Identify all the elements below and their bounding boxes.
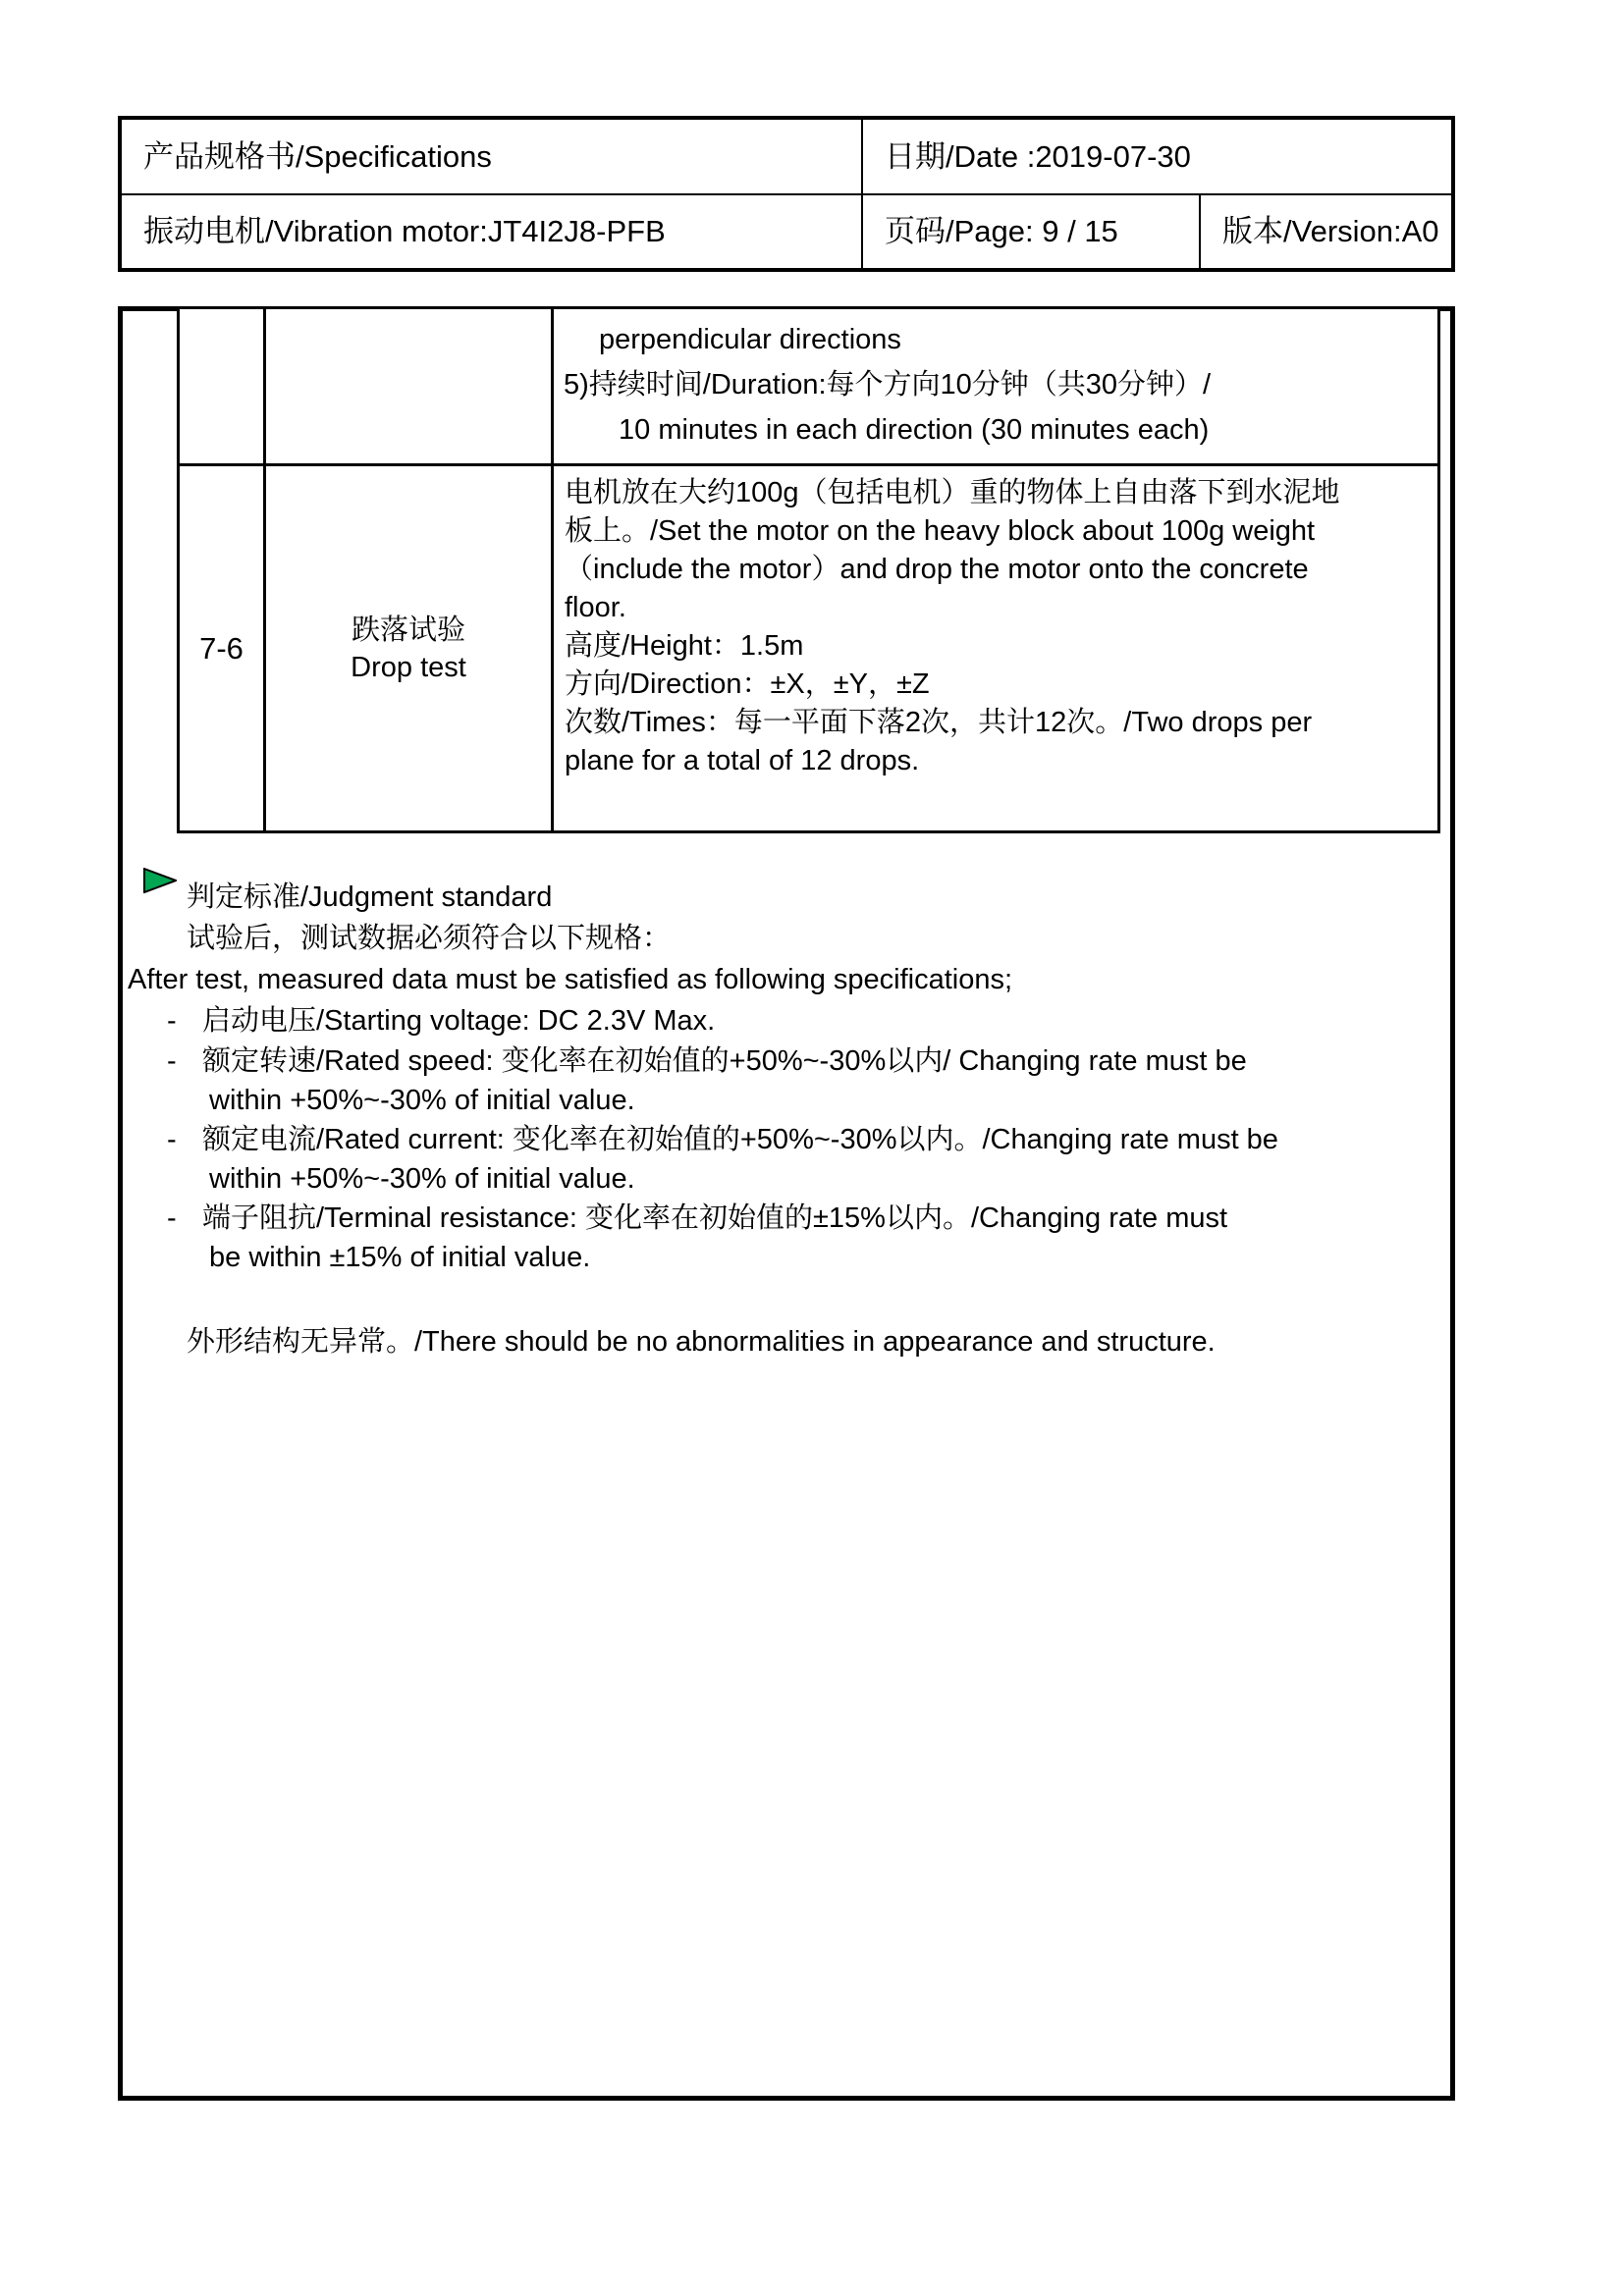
continuation-line: perpendicular directions	[599, 324, 901, 355]
desc-line: 电机放在大约100g（包括电机）重的物体上自由落下到水泥地	[565, 477, 1340, 508]
test-name-en: Drop test	[351, 651, 466, 683]
test-table	[177, 306, 1440, 833]
bullet-rated-speed: 额定转速/Rated speed: 变化率在初始值的+50%~-30%以内/ Changing rate must be	[202, 1045, 1247, 1077]
test-name-cn: 跌落试验	[351, 614, 465, 646]
continuation-line: 10 minutes in each direction (30 minutes each)	[619, 414, 1210, 446]
desc-line: floor.	[565, 592, 626, 623]
motor-model-cell: 振动电机/Vibration motor:JT4I2J8-PFB	[143, 214, 666, 248]
desc-line: 高度/Height：1.5m	[565, 630, 804, 662]
continuation-line: 5)持续时间/Duration:每个方向10分钟（共30分钟）/	[564, 369, 1212, 400]
version-cell: 版本/Version:A0	[1222, 214, 1439, 248]
bullet-dash: -	[167, 1005, 177, 1037]
desc-line: plane for a total of 12 drops.	[565, 745, 920, 776]
bullet-dash: -	[167, 1202, 177, 1234]
bullet-rated-speed-cont: within +50%~-30% of initial value.	[209, 1085, 635, 1116]
vibration-test-continuation-cell	[554, 317, 1435, 453]
header-col-divider-row2b	[1199, 195, 1201, 268]
desc-line: 次数/Times：每一平面下落2次，共计12次。/Two drops per	[565, 707, 1313, 738]
green-arrow-marker-icon	[143, 868, 177, 893]
date-cell: 日期/Date :2019-07-30	[885, 139, 1191, 174]
page-number-cell: 页码/Page: 9 / 15	[885, 214, 1118, 248]
desc-line: （include the motor）and drop the motor onto the concrete	[565, 554, 1309, 585]
judgment-intro-cn: 试验后，测试数据必须符合以下规格：	[187, 923, 672, 954]
bullet-terminal-resistance: 端子阻抗/Terminal resistance: 变化率在初始值的±15%以内。/Changing rate must	[202, 1202, 1228, 1234]
judgment-intro-en: After test, measured data must be satisfied as following specifications;	[128, 964, 1013, 995]
test-item-number-cell: 7-6	[199, 630, 243, 666]
judgment-standard-title: 判定标准/Judgment standard	[187, 881, 553, 913]
desc-line: 方向/Direction：±X，±Y，±Z	[565, 668, 930, 700]
spec-title-cell: 产品规格书/Specifications	[143, 139, 492, 174]
bullet-rated-current: 额定电流/Rated current: 变化率在初始值的+50%~-30%以内。/Changing rate must be	[202, 1124, 1278, 1155]
bullet-rated-current-cont: within +50%~-30% of initial value.	[209, 1163, 635, 1195]
drop-test-description-cell	[565, 474, 1436, 780]
appearance-note: 外形结构无异常。/There should be no abnormalities in appearance and structure.	[187, 1326, 1216, 1358]
desc-line: 板上。/Set the motor on the heavy block about 100g weight	[565, 515, 1316, 547]
bullet-terminal-resistance-cont: be within ±15% of initial value.	[209, 1242, 591, 1273]
bullet-starting-voltage: 启动电压/Starting voltage: DC 2.3V Max.	[202, 1005, 716, 1037]
header-col-divider-row2a	[861, 195, 863, 268]
bullet-dash: -	[167, 1045, 177, 1077]
test-name-cell	[266, 466, 551, 830]
header-col-divider-row1	[861, 120, 863, 193]
header-table	[118, 116, 1455, 272]
bullet-dash: -	[167, 1124, 177, 1155]
